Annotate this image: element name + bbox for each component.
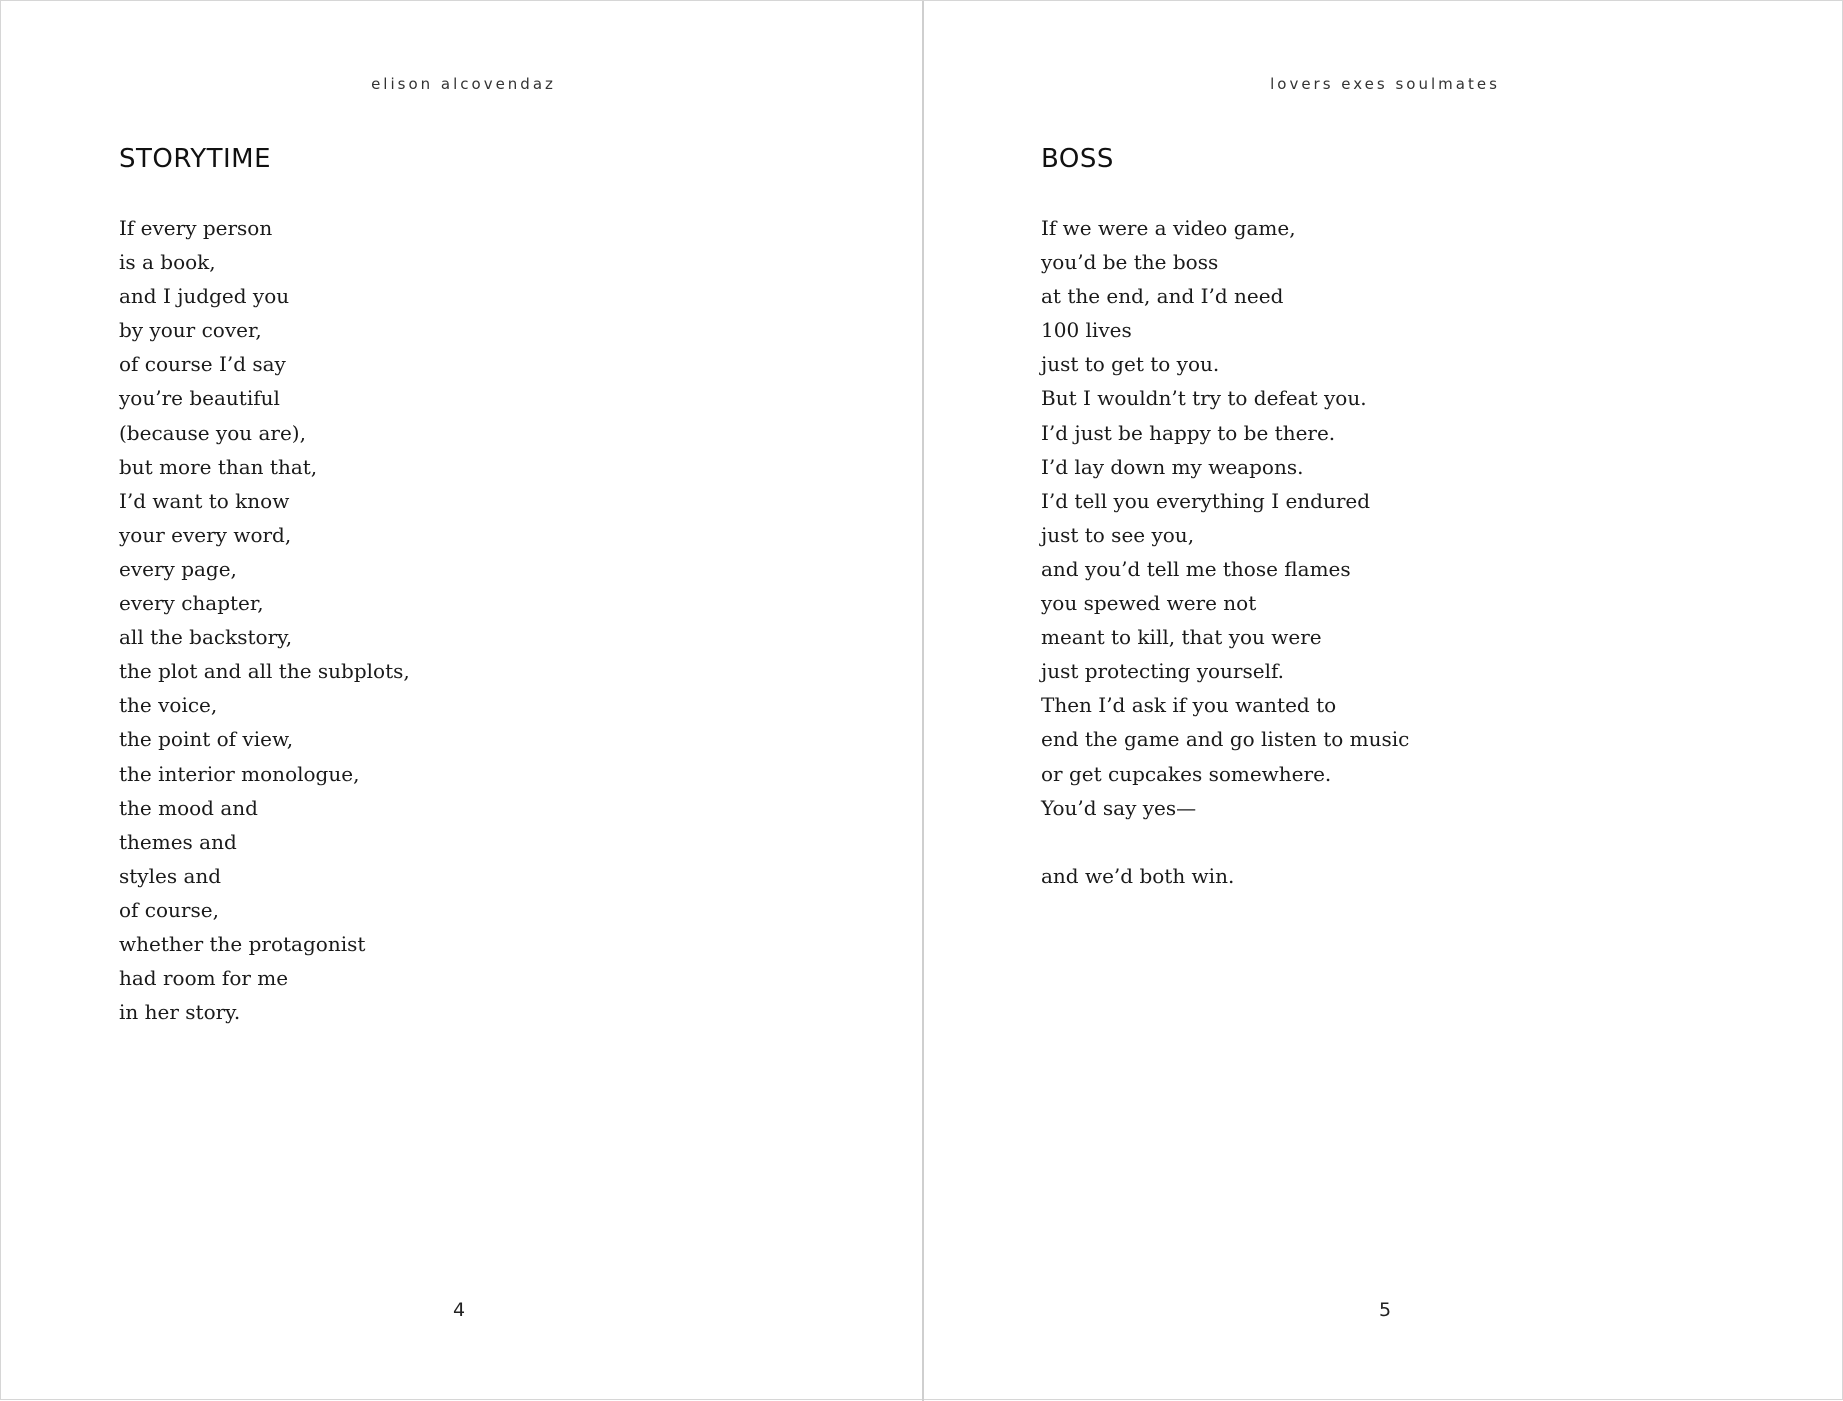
poem-line: every page, (119, 556, 237, 581)
poem-line: the interior monologue, (119, 761, 360, 786)
poem-line: the point of view, (119, 727, 294, 752)
page-number: 5 (1379, 1299, 1392, 1321)
poem-line: of course I’d say (119, 352, 286, 377)
running-head-author: elison alcovendaz (371, 75, 556, 93)
page-number: 4 (453, 1299, 466, 1321)
poem-line: 100 lives (1041, 318, 1132, 343)
poem-line: I’d just be happy to be there. (1041, 420, 1336, 445)
poem-line: your every word, (119, 522, 292, 547)
poem-line: of course, (119, 897, 219, 922)
poem-line: just to get to you. (1041, 352, 1220, 377)
poem-line: themes and (119, 829, 237, 854)
running-head-book-title: lovers exes soulmates (1270, 75, 1500, 93)
poem-line: You’d say yes— (1041, 795, 1197, 820)
poem-line: the plot and all the subplots, (119, 659, 410, 684)
poem-line: Then I’d ask if you wanted to (1041, 693, 1337, 718)
poem-line: meant to kill, that you were (1041, 625, 1322, 650)
poem-line: the mood and (119, 795, 258, 820)
poem-line: I’d lay down my weapons. (1041, 454, 1304, 479)
poem-line: I’d tell you everything I endured (1041, 488, 1371, 513)
poem-line: at the end, and I’d need (1041, 284, 1284, 309)
poem-line: the voice, (119, 693, 218, 718)
poem-line: or get cupcakes somewhere. (1041, 761, 1332, 786)
poem-title: BOSS (1041, 144, 1114, 174)
stanza-break (1041, 825, 1409, 859)
poem-body (119, 211, 410, 1029)
poem-line: whether the protagonist (119, 931, 366, 956)
poem-line: (because you are), (119, 420, 306, 445)
poem-line: end the game and go listen to music (1041, 727, 1410, 752)
poem-title: STORYTIME (119, 144, 272, 174)
poem-line: all the backstory, (119, 625, 293, 650)
poem-line: but more than that, (119, 454, 318, 479)
poem-line: just to see you, (1041, 522, 1195, 547)
poem-body (1041, 211, 1409, 893)
poem-line: I’d want to know (119, 488, 290, 513)
poem-line: and you’d tell me those flames (1041, 556, 1351, 581)
left-page (1, 1, 923, 1401)
poem-line: you’re beautiful (119, 386, 280, 411)
poem-line: you’d be the boss (1041, 250, 1219, 275)
poem-line: and we’d both win. (1041, 863, 1235, 888)
poem-line: But I wouldn’t try to defeat you. (1041, 386, 1367, 411)
right-page (923, 1, 1843, 1401)
poem-line: had room for me (119, 966, 289, 991)
poem-line: just protecting yourself. (1041, 659, 1285, 684)
poem-line: by your cover, (119, 318, 262, 343)
poem-line: styles and (119, 863, 222, 888)
poem-line: If we were a video game, (1041, 216, 1296, 240)
poem-line: every chapter, (119, 591, 264, 616)
poem-line: in her story. (119, 1000, 241, 1025)
poem-line: you spewed were not (1041, 591, 1257, 616)
poem-line: If every person (119, 216, 273, 240)
poem-line: is a book, (119, 250, 216, 275)
poem-line: and I judged you (119, 284, 290, 309)
